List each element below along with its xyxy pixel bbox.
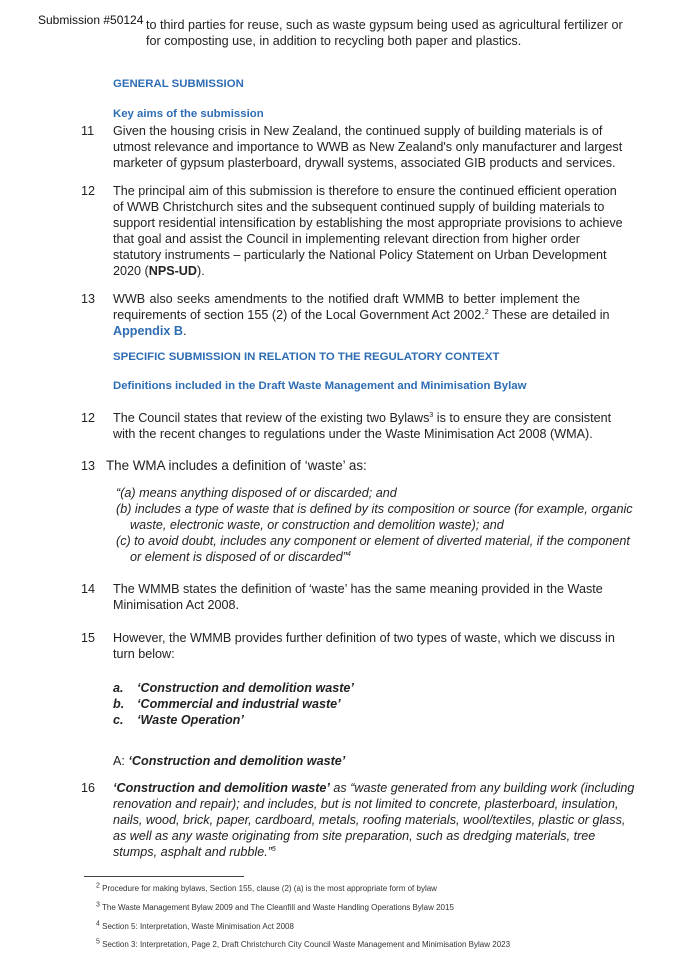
- paragraph-line: Given the housing crisis in New Zealand, the continued supply of building materials is of: [113, 124, 603, 138]
- footnote-separator: [84, 876, 244, 877]
- paragraph-line: Minimisation Act 2008.: [113, 597, 239, 612]
- subheading-a: [113, 754, 345, 770]
- paragraph-number: 15: [81, 631, 96, 645]
- list-marker: a.: [113, 681, 124, 695]
- footnote-marker: 3: [96, 901, 100, 909]
- quote-line-c2: [130, 550, 351, 566]
- list-marker: b.: [113, 697, 125, 711]
- nps-ud-abbrev: NPS-UD: [148, 263, 197, 278]
- text-fragment: or element is disposed of or discarded”: [130, 550, 348, 564]
- paragraph-12-aims: [113, 184, 623, 279]
- paragraph-line: with the recent changes to regulations under the Waste Minimisation Act 2008 (WMA).: [113, 426, 593, 441]
- text-fragment: The Council states that review of the existing two Bylaws: [113, 411, 430, 425]
- quote-line-a: “(a) means anything disposed of or discarded; and: [116, 486, 397, 500]
- paragraph-number: 16: [81, 781, 96, 795]
- paragraph-line: as well as any waste originating from site preparation, such as dredging materials, tree: [113, 828, 596, 843]
- paragraph-16: [113, 781, 635, 861]
- footnote: [96, 903, 454, 912]
- appendix-b-link[interactable]: Appendix B: [113, 323, 183, 338]
- paragraph-number: 11: [81, 124, 95, 138]
- paragraph-line: [113, 781, 635, 797]
- footnote: [96, 922, 294, 931]
- paragraph-line: statutory instruments – particularly the National Policy Statement on Urban Development: [113, 247, 607, 262]
- list-marker: c.: [113, 713, 124, 727]
- footnote-text: Section 3: Interpretation, Page 2, Draft Christchurch City Council Waste Management and Minimisation Bylaw 2023: [102, 940, 511, 949]
- text-fragment: ).: [197, 263, 205, 278]
- wma-definition-intro: The WMA includes a definition of ‘waste’ as:: [106, 458, 367, 473]
- paragraph-number: 12: [81, 411, 96, 425]
- text-fragment: is to ensure they are consistent: [433, 411, 612, 425]
- paragraph-line: turn below:: [113, 646, 175, 661]
- paragraph-line: that goal and assist the Council in implementing relevant direction from higher order: [113, 231, 580, 246]
- paragraph-number: 13: [81, 459, 96, 473]
- quote-line-c1: (c) to avoid doubt, includes any component or element of diverted material, if the component: [116, 534, 630, 548]
- paragraph-line: WWB also seeks amendments to the notified draft WMMB to better implement the: [113, 292, 580, 306]
- definitions-heading: Definitions included in the Draft Waste Management and Minimisation Bylaw: [113, 380, 527, 392]
- footnote-ref[interactable]: 4: [347, 550, 351, 558]
- text-fragment: requirements of section 155 (2) of the Local Government Act 2002.: [113, 307, 485, 322]
- text-fragment: ‘Construction and demolition waste’: [128, 754, 346, 768]
- paragraph-line: [113, 307, 610, 324]
- footnote-ref[interactable]: 3: [429, 411, 434, 419]
- paragraph-14: [113, 582, 603, 614]
- intro-line-1: to third parties for reuse, such as waste gypsum being used as agricultural fertilizer or: [146, 18, 623, 32]
- footnote-ref[interactable]: 5: [271, 845, 276, 853]
- paragraph-line: [113, 845, 580, 861]
- specific-submission-heading: SPECIFIC SUBMISSION IN RELATION TO THE REGULATORY CONTEXT: [113, 351, 500, 363]
- list-item: ‘Commercial and industrial waste’: [137, 697, 341, 711]
- text-fragment: These are detailed in: [488, 307, 610, 322]
- paragraph-line: [113, 264, 580, 280]
- footnote-marker: 2: [96, 882, 100, 890]
- footnote-marker: 5: [96, 938, 100, 946]
- paragraph-number: 13: [81, 292, 96, 306]
- text-fragment: A:: [113, 754, 129, 768]
- paragraph-line: renovation and repair); and includes, but is not limited to concrete, plasterboard, insulation,: [113, 796, 619, 811]
- text-fragment: as “waste generated from any building work (including: [329, 781, 635, 795]
- text-fragment: .: [182, 323, 187, 338]
- quote-line-b1: (b) includes a type of waste that is defined by its composition or source (for example, organic: [116, 502, 633, 516]
- paragraph-line: [113, 411, 612, 427]
- list-item: ‘Construction and demolition waste’: [137, 681, 354, 695]
- footnote-marker: 4: [96, 920, 100, 928]
- list-item: ‘Waste Operation’: [137, 713, 244, 727]
- text-fragment: ‘Construction and demolition waste’: [113, 781, 330, 795]
- paragraph-15: [113, 631, 615, 663]
- paragraph-line: The WMMB states the definition of ‘waste’ has the same meaning provided in the Waste: [113, 582, 603, 596]
- paragraph-line: marketer of gypsum plasterboard, drywall systems, associated GIB products and services.: [113, 155, 616, 170]
- quote-line-b2: waste, electronic waste, or construction and demolition waste); and: [130, 518, 504, 532]
- paragraph-line: [113, 324, 580, 340]
- footnote: [96, 940, 510, 949]
- paragraph-line: utmost relevance and importance to WWB as New Zealand's only manufacturer and largest: [113, 139, 623, 154]
- paragraph-line: support residential intensification by establishing the most appropriate provisions to achieve: [113, 215, 623, 230]
- paragraph-number: 12: [81, 184, 96, 198]
- paragraph-line: of WWB Christchurch sites and the subsequent continued supply of building materials to: [113, 199, 605, 214]
- general-submission-heading: GENERAL SUBMISSION: [113, 78, 244, 90]
- footnote: [96, 884, 437, 893]
- intro-line-2: for composting use, in addition to recycling both paper and plastics.: [146, 34, 522, 48]
- paragraph-line: nails, wood, brick, paper, cardboard, metals, roofing materials, wool/textiles, plastic or glass,: [113, 812, 626, 827]
- paragraph-13-amendments: [113, 292, 610, 340]
- paragraph-number: 14: [81, 582, 96, 596]
- footnote-text: The Waste Management Bylaw 2009 and The Cleanfill and Waste Handling Operations Bylaw 2015: [101, 903, 454, 912]
- paragraph-11: [113, 124, 623, 172]
- text-fragment: 2020 (: [113, 263, 149, 278]
- text-fragment: stumps, asphalt and rubble.”: [113, 844, 272, 859]
- footnote-text: Procedure for making bylaws, Section 155, clause (2) (a) is the most appropriate form of bylaw: [102, 884, 437, 893]
- key-aims-heading: Key aims of the submission: [113, 108, 264, 120]
- submission-stamp: Submission #50124: [38, 13, 144, 27]
- footnote-text: Section 5: Interpretation, Waste Minimisation Act 2008: [102, 922, 294, 931]
- paragraph-12-council: [113, 411, 612, 443]
- footnote-ref[interactable]: 2: [484, 308, 489, 316]
- paragraph-line: The principal aim of this submission is therefore to ensure the continued efficient operation: [113, 184, 617, 198]
- paragraph-line: However, the WMMB provides further definition of two types of waste, which we discuss in: [113, 631, 615, 645]
